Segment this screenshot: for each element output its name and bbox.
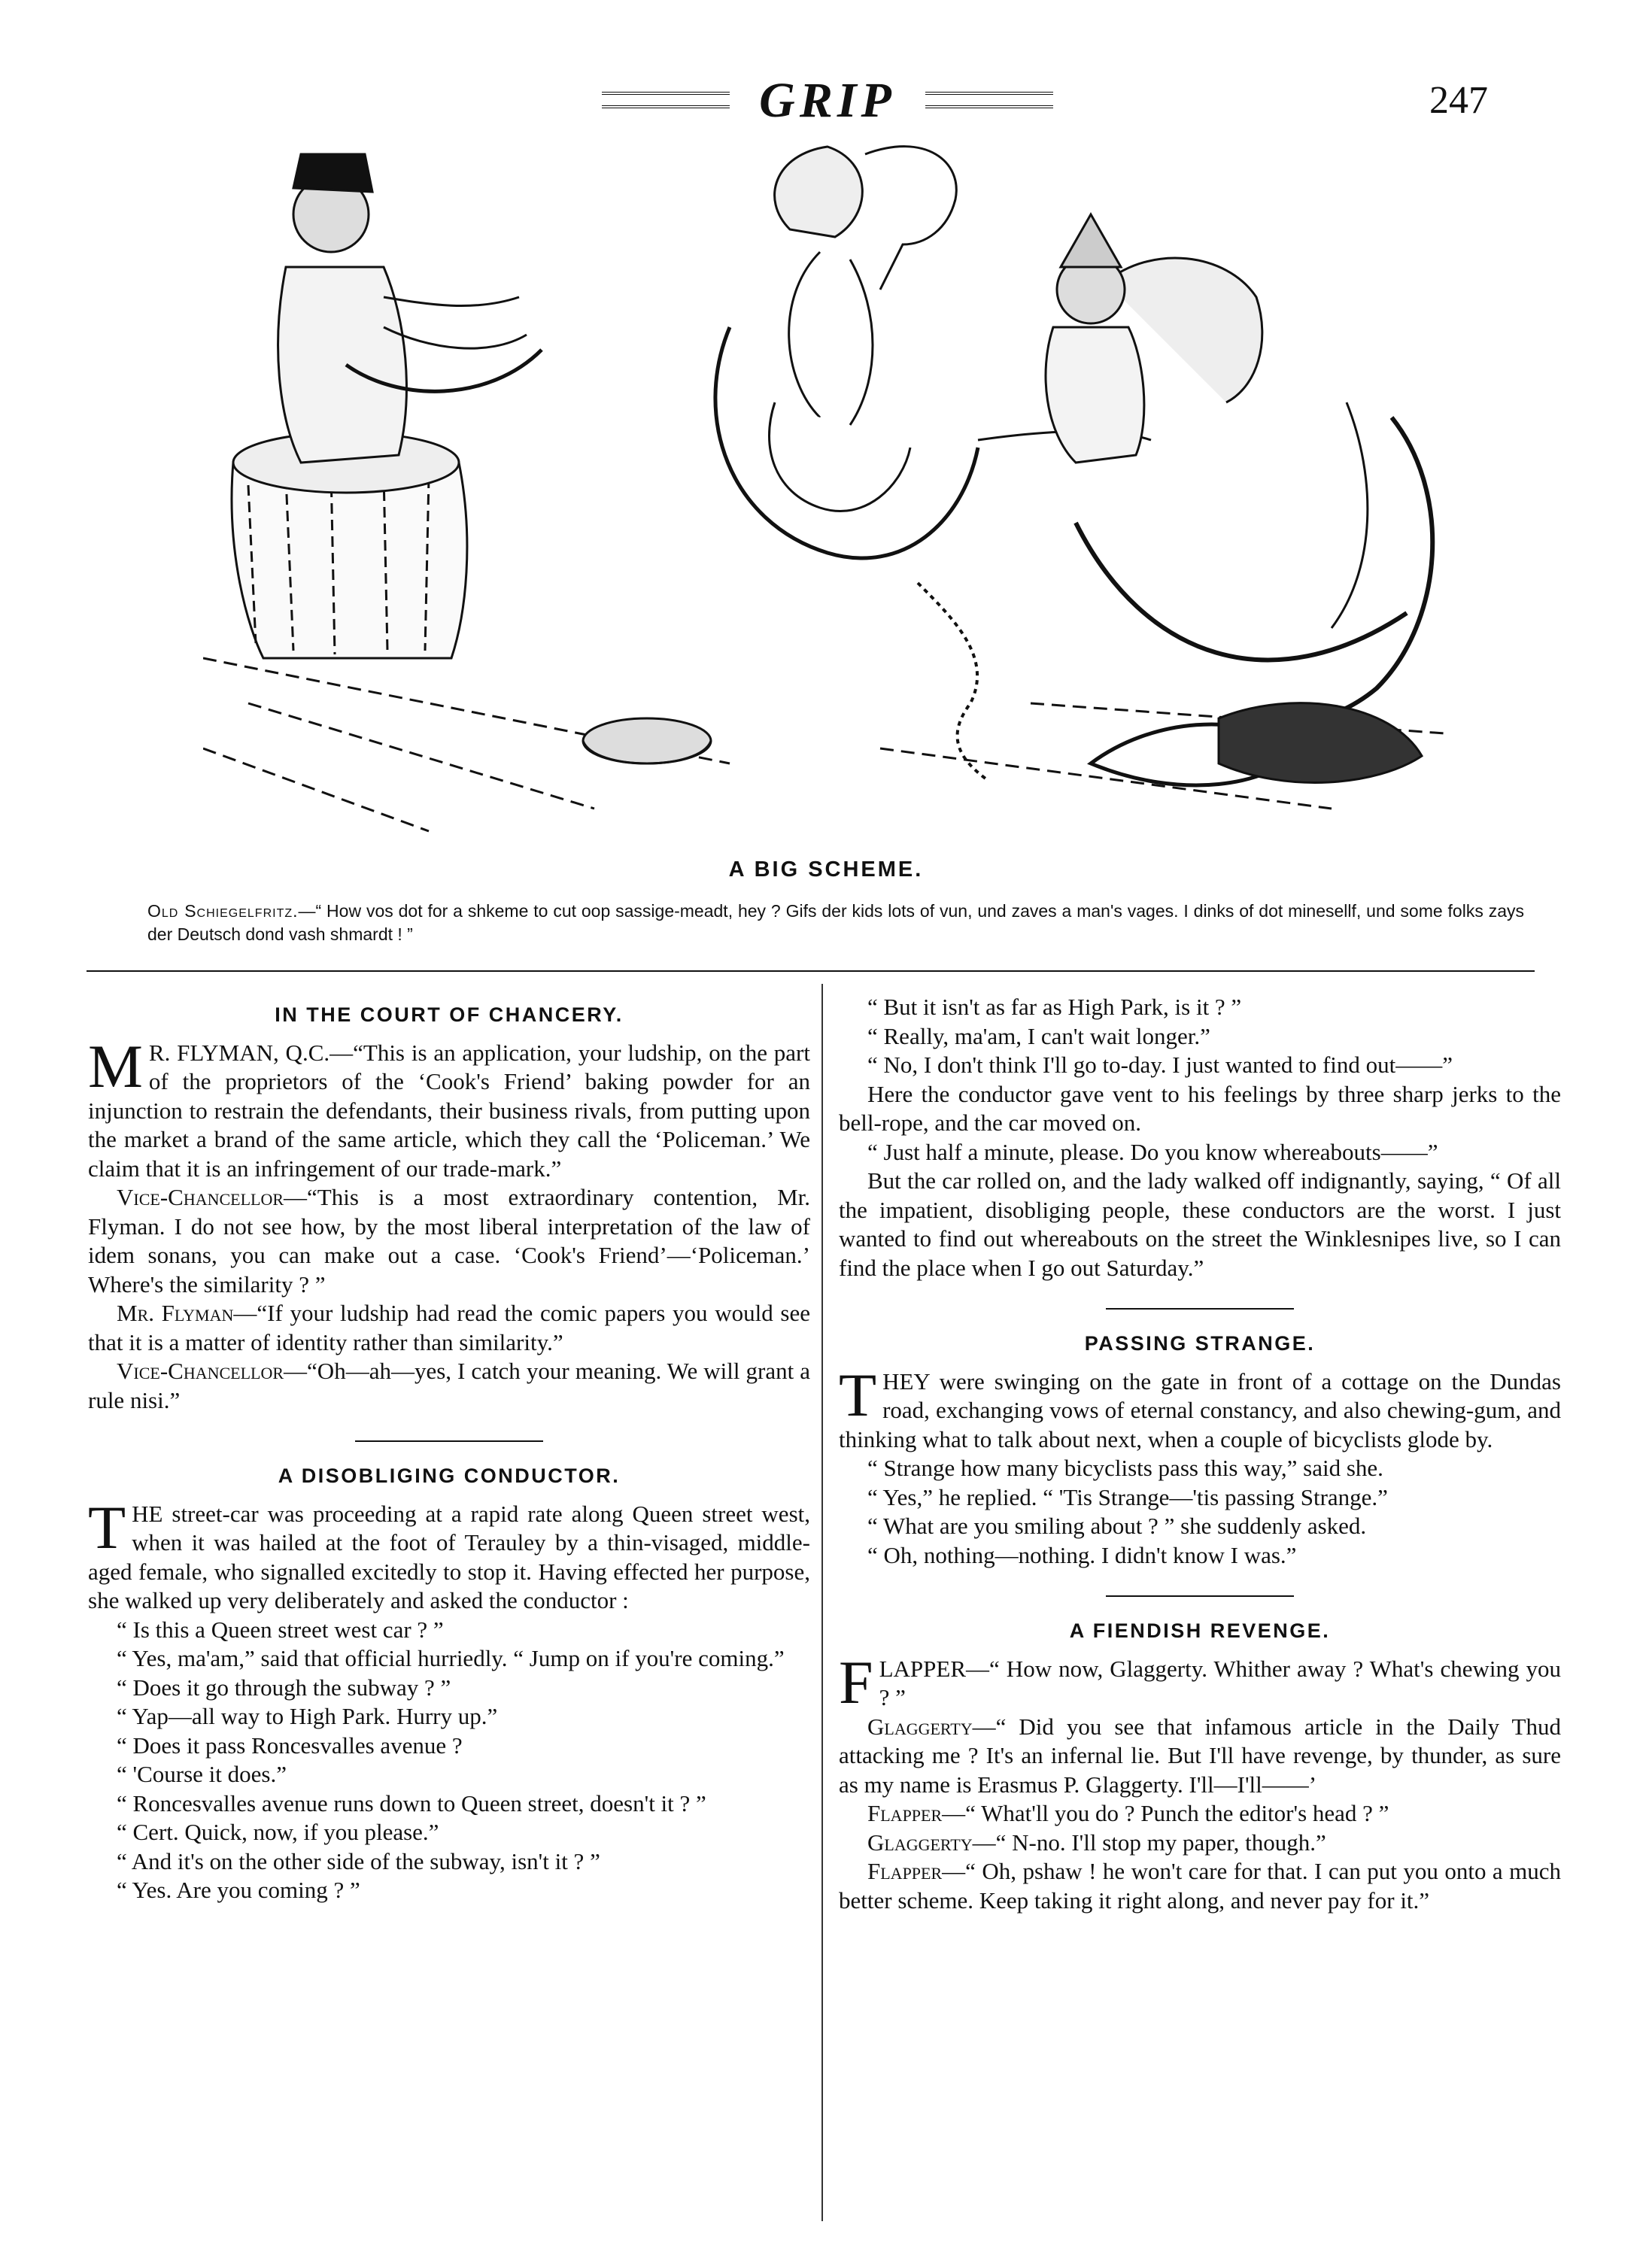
strange-line: “ Oh, nothing—nothing. I didn't know I was.” bbox=[867, 1541, 1297, 1568]
drop-cap: T bbox=[88, 1492, 126, 1562]
conductor-line: “ Does it go through the subway ? ” bbox=[117, 1674, 451, 1701]
column-divider bbox=[821, 984, 823, 2221]
conductor-line: “ But it isn't as far as High Park, is it ? ” bbox=[867, 994, 1242, 1020]
cartoon-illustration bbox=[203, 132, 1482, 854]
revenge-paragraph: Glaggerty—“ Did you see that infamous article in the Daily Thud attacking me ? It's an infernal lie. But I'll have revenge, by thunder, as sure as my name is Erasmus P. Glaggerty. I'll—I'll——’ bbox=[839, 1713, 1561, 1798]
conductor-line: “ Does it pass Roncesvalles avenue ? bbox=[117, 1732, 463, 1759]
drop-cap: T bbox=[839, 1360, 877, 1429]
conductor-heading: A DISOBLIGING CONDUCTOR. bbox=[278, 1464, 621, 1487]
conductor-line: “ Really, ma'am, I can't wait longer.” bbox=[867, 1022, 1210, 1049]
strange-line: “ Yes,” he replied. “ 'Tis Strange—'tis passing Strange.” bbox=[867, 1483, 1388, 1510]
cartoon-caption bbox=[147, 900, 1524, 946]
masthead bbox=[0, 72, 1652, 128]
drop-cap: F bbox=[839, 1647, 873, 1716]
strange-line: “ What are you smiling about ? ” she suddenly asked. bbox=[867, 1513, 1367, 1539]
strange-paragraph: THEY were swinging on the gate in front of a cottage on the Dundas road, exchanging vows of eternal constancy, and also chewing-gum, and thinking what to talk about next, when a couple of bicyclists glode by. bbox=[839, 1360, 1561, 1452]
revenge-heading: A FIENDISH REVENGE. bbox=[1069, 1619, 1331, 1642]
chancery-paragraph: M R. FLYMAN, Q.C.—“This is an application, your ludship, on the part of the proprietors of the ‘Cook's Friend’ baking powder for an injunction to restrain the defendants, their business rivals, from putting upon the market a brand of the same article, which they call the ‘Policeman.’ We claim that it is an infringement of our trade-mark.” bbox=[88, 1031, 810, 1182]
section-rule bbox=[1106, 1308, 1294, 1310]
conductor-line: But the car rolled on, and the lady walked off indignantly, saying, “ Of all the impatient, disobliging people, these conductors are the worst. I just wanted to find out whereabouts on the street the Winklesnipes live, so I can find the place when I go out Saturday.” bbox=[839, 1167, 1561, 1281]
conductor-line: “ Yes, ma'am,” said that official hurriedly. “ Jump on if you're coming.” bbox=[117, 1645, 785, 1671]
conductor-line: Here the conductor gave vent to his feelings by three sharp jerks to the bell-rope, and the car moved on. bbox=[839, 1080, 1561, 1136]
revenge-paragraph: Flapper—“ What'll you do ? Punch the editor's head ? ” bbox=[867, 1800, 1389, 1826]
drop-cap: M bbox=[88, 1031, 143, 1100]
caption-speaker: Old Schiegelfritz. bbox=[147, 901, 299, 921]
conductor-line: “ Cert. Quick, now, if you please.” bbox=[117, 1819, 439, 1845]
revenge-paragraph: Flapper—“ Oh, pshaw ! he won't care for that. I can put you onto a much better scheme. Keep taking it right along, and never pay for it.” bbox=[839, 1858, 1561, 1914]
left-column bbox=[88, 993, 810, 1905]
chancery-paragraph: Mr. Flyman—“If your ludship had read the comic papers you would see that it is a matter of identity rather than similarity.” bbox=[88, 1300, 810, 1355]
conductor-line: “ Yes. Are you coming ? ” bbox=[117, 1877, 360, 1903]
horizontal-rule bbox=[87, 970, 1535, 972]
conductor-line: “ No, I don't think I'll go to-day. I just wanted to find out——” bbox=[867, 1052, 1453, 1078]
section-rule bbox=[355, 1440, 543, 1442]
chancery-heading: IN THE COURT OF CHANCERY. bbox=[275, 1003, 624, 1026]
right-column bbox=[839, 993, 1561, 1915]
cartoon-caption-title: A BIG SCHEME. bbox=[728, 857, 924, 882]
magazine-title: GRIP bbox=[759, 73, 896, 128]
revenge-paragraph: Glaggerty—“ N-no. I'll stop my paper, though.” bbox=[867, 1829, 1326, 1856]
section-rule bbox=[1106, 1595, 1294, 1597]
caption-text: —“ How vos dot for a shkeme to cut oop sassige-meadt, hey ? Gifs der kids lots of vun, und zaves a man's vages. I dinks of dot minesellf, und some folks zays der Deutsch dond vash shmardt ! ” bbox=[147, 901, 1524, 944]
revenge-paragraph: FLAPPER—“ How now, Glaggerty. Whither away ? What's chewing you ? ” bbox=[839, 1647, 1561, 1716]
page-number: 247 bbox=[1429, 79, 1488, 122]
conductor-line: “ Yap—all way to High Park. Hurry up.” bbox=[117, 1703, 498, 1729]
conductor-line: “ And it's on the other side of the subway, isn't it ? ” bbox=[117, 1847, 600, 1874]
chancery-paragraph: Vice-Chancellor—“This is a most extraordinary contention, Mr. Flyman. I do not see how, by the most liberal interpretation of the law of idem sonans, you can make out a case. ‘Cook's Friend’—‘Policeman.’ Where's the similarity ? ” bbox=[88, 1184, 810, 1298]
masthead-rule-left bbox=[602, 92, 730, 108]
strange-line: “ Strange how many bicyclists pass this way,” said she. bbox=[867, 1455, 1383, 1481]
conductor-line: “ 'Course it does.” bbox=[117, 1761, 287, 1787]
strange-heading: PASSING STRANGE. bbox=[1084, 1332, 1316, 1355]
masthead-rule-right bbox=[925, 92, 1053, 108]
conductor-line: “ Just half a minute, please. Do you know whereabouts——” bbox=[867, 1138, 1438, 1165]
conductor-paragraph: THE street-car was proceeding at a rapid rate along Queen street west, when it was hailed at the foot of Terauley by a thin-visaged, middle-aged female, who signalled excitedly to stop it. Having effected her purpose, she walked up very deliberately and asked the conductor : bbox=[88, 1492, 810, 1613]
chancery-paragraph: Vice-Chancellor—“Oh—ah—yes, I catch your meaning. We will grant a rule nisi.” bbox=[88, 1358, 810, 1413]
conductor-line: “ Is this a Queen street west car ? ” bbox=[117, 1616, 444, 1643]
conductor-line: “ Roncesvalles avenue runs down to Queen street, doesn't it ? ” bbox=[117, 1789, 706, 1817]
